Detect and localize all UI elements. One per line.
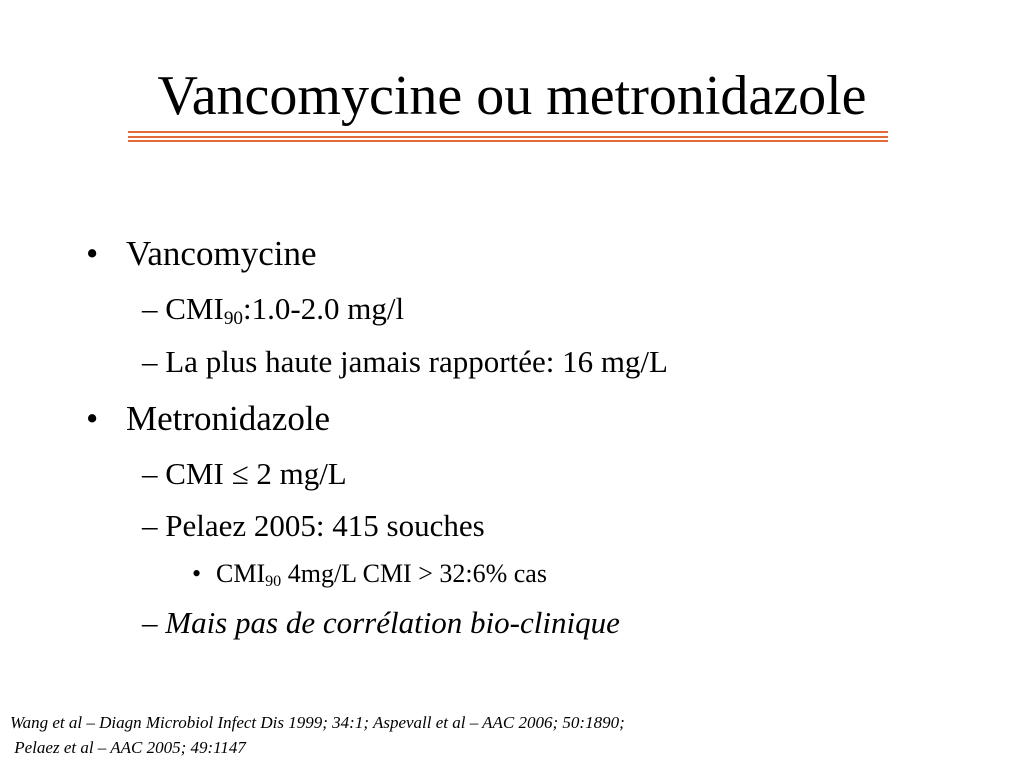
dash-icon: – — [142, 456, 158, 491]
reference-line-1: Wang et al – Diagn Microbiol Infect Dis 1999; 34:1; Aspevall et al – AAC 2006; 50:1890; — [10, 713, 625, 732]
slide-title: Vancomycine ou metronidazole — [157, 65, 867, 127]
reference-line-2: Pelaez et al – AAC 2005; 49:1147 — [10, 738, 246, 757]
dash-icon: – — [142, 508, 158, 543]
sub-item-vanco-highest — [142, 343, 668, 381]
vanco-highest-text: La plus haute jamais rapportée: 16 mg/L — [165, 344, 668, 379]
dash-icon: – — [142, 344, 158, 379]
metro-cmi90-prefix: CMI — [216, 559, 266, 588]
bullet-vancomycine — [86, 233, 316, 275]
sub-sub-item-metro-cmi90 — [192, 558, 547, 590]
vanco-cmi-value: :1.0-2.0 mg/l — [243, 291, 405, 326]
metro-cmi90-subscript: 90 — [265, 573, 282, 591]
vanco-cmi-subscript: 90 — [223, 307, 244, 329]
metro-cmi-text: CMI ≤ 2 mg/L — [165, 456, 347, 491]
bullet-vancomycine-label: Vancomycine — [126, 234, 317, 273]
title-underline-middle — [128, 136, 888, 138]
bullet-icon: • — [86, 399, 99, 438]
bullet-metronidazole-label: Metronidazole — [126, 399, 331, 438]
title-underline-bottom — [128, 140, 888, 142]
vanco-cmi-prefix: CMI — [165, 291, 224, 326]
sub-item-metro-pelaez — [142, 507, 485, 545]
sub-item-metro-correlation — [142, 604, 620, 642]
bullet-metronidazole — [86, 398, 330, 440]
title-underline-top — [128, 131, 888, 133]
sub-item-metro-cmi — [142, 455, 347, 493]
sub-item-vanco-cmi — [142, 290, 404, 328]
bullet-icon: • — [86, 234, 99, 273]
metro-pelaez-text: Pelaez 2005: 415 souches — [165, 508, 485, 543]
metro-correlation-text: Mais pas de corrélation bio-clinique — [165, 605, 620, 640]
bullet-icon: • — [192, 559, 202, 588]
dash-icon: – — [142, 605, 158, 640]
metro-cmi90-value: 4mg/L CMI > 32:6% cas — [281, 559, 547, 588]
dash-icon: – — [142, 291, 158, 326]
